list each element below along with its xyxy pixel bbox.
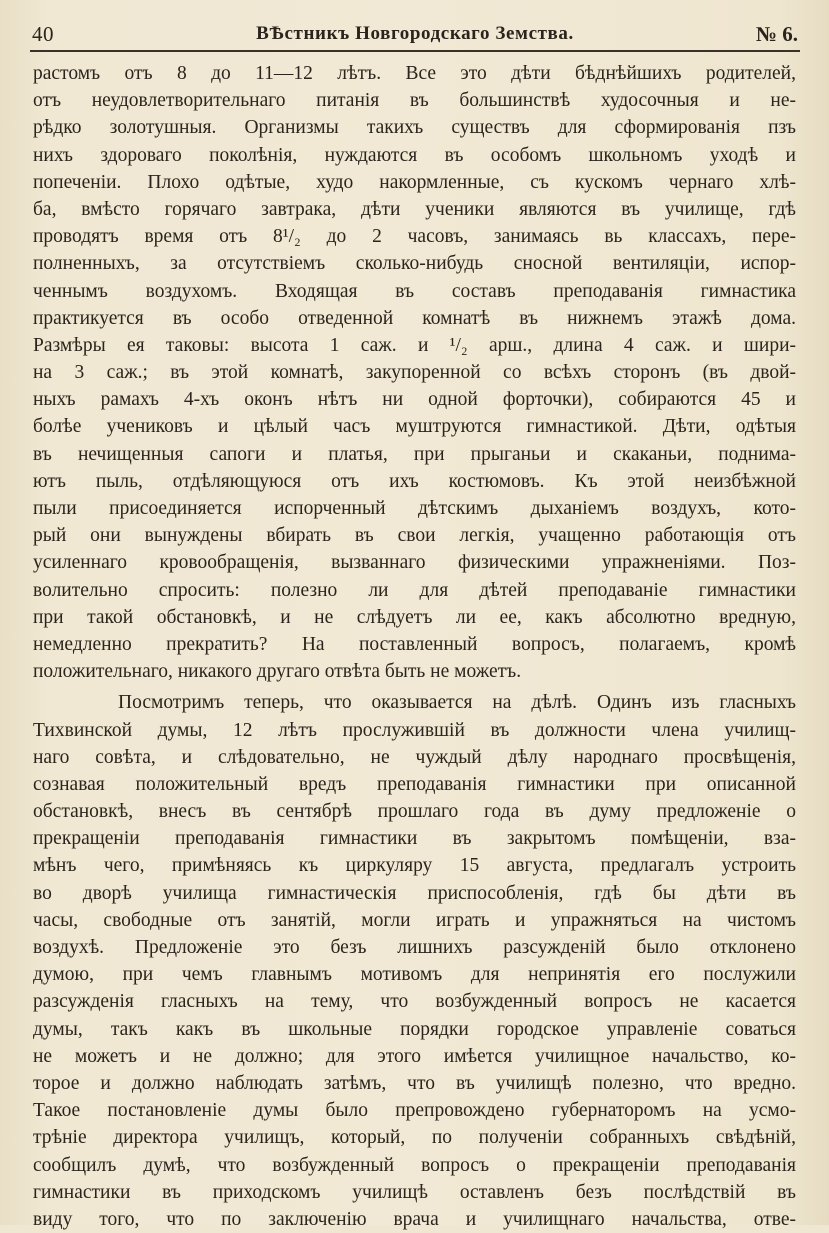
text-line: трѣніе директора училищъ, который, по полученіи собранныхъ свѣдѣній, (33, 1127, 796, 1149)
text-line: ченнымъ воздухомъ. Входящая въ составъ преподаванія гимнастика (33, 280, 796, 302)
text-line: думы, такъ какъ въ школьные порядки городское управленіе соваться (33, 1018, 796, 1040)
text-line: Размѣры ея таковы: высота 1 саж. и ¹/₂ арш., длина 4 саж. и шири- (33, 334, 796, 356)
paragraph-1 (33, 60, 796, 685)
text-line: на 3 саж.; въ этой комнатѣ, закупоренной со всѣхъ сторонъ (въ двой- (33, 362, 796, 384)
text-line: прекращеніи преподаванія гимнастики въ закрытомъ помѣщеніи, вза- (33, 828, 796, 850)
text-line: въ нечищенныя сапоги и платья, при прыганьи и скаканьи, поднима- (33, 443, 796, 465)
text-line: растомъ отъ 8 до 11—12 лѣтъ. Все это дѣти бѣднѣйшихъ родителей, (33, 63, 796, 84)
text-line: не можетъ и не должно; для этого имѣется училищное начальство, ко- (33, 1045, 796, 1067)
paragraph-2 (33, 689, 796, 1233)
text-line: сообщилъ думѣ, что возбужденный вопросъ о прекращеніи преподаванія (33, 1154, 796, 1176)
text-line: ныхъ рамахъ 4-хъ оконъ нѣтъ ни одной форточки), собираются 45 и (33, 389, 796, 411)
text-line: рый они вынуждены вбирать въ свои легкія, учащенно работающія отъ (33, 525, 796, 547)
text-line: гимнастики въ приходскомъ училищѣ оставленъ безъ послѣдствій въ (33, 1181, 796, 1203)
text-line: разсужденія гласныхъ на тему, что возбужденный вопросъ не касается (33, 991, 796, 1013)
text-line: торое и должно наблюдать затѣмъ, что въ училищѣ полезно, что вредно. (33, 1072, 796, 1094)
text-line: обстановкѣ, внесъ въ сентябрѣ прошлаго года въ думу предложеніе о (33, 801, 796, 823)
text-line: полненныхъ, за отсутствіемъ сколько-нибудь сносной вентиляціи, испор- (33, 253, 796, 275)
text-line: во дворѣ училища гимнастическія приспособленія, гдѣ бы дѣти въ (33, 882, 796, 904)
running-header (32, 20, 798, 50)
text-line: рѣдко золотушныя. Организмы такихъ существъ для сформированія пзъ (33, 117, 796, 139)
text-line: ютъ пыль, отдѣляющуюся отъ ихъ костюмовъ. Къ этой неизбѣжной (33, 470, 796, 492)
journal-title: ВѢстникъ Новгородскаго Земства. (256, 23, 574, 44)
text-line: попеченіи. Плохо одѣтые, худо накормленные, съ кускомъ чернаго хлѣ- (33, 171, 796, 193)
text-line: наго совѣта, и слѣдовательно, не чуждый дѣлу народнаго просвѣщенія, (33, 746, 796, 768)
text-line: воздухѣ. Предложеніе это безъ лишнихъ разсужденій было отклонено (33, 937, 796, 958)
text-line: усиленнаго кровообращенія, вызваннаго физическими упражненіями. Поз- (33, 552, 796, 574)
text-line: волительно спросить: полезно ли для дѣтей преподаваніе гимнастики (33, 579, 796, 601)
text-line: практикуется въ особо отведенной комнатѣ въ нижнемъ этажѣ дома. (33, 307, 796, 329)
text-line: сознавая положительный вредъ преподаванія гимнастики при описанной (33, 773, 796, 795)
text-line: думою, при чемъ главнымъ мотивомъ для непринятія его послужили (33, 964, 796, 986)
text-line: пыли присоединяется испорченный дѣтскимъ дыханіемъ воздухъ, кото- (33, 498, 796, 519)
text-line: ба, вмѣсто горячаго завтрака, дѣти ученики являются въ училище, гдѣ (33, 198, 796, 220)
text-line: мѣнъ чего, примѣняясь къ циркуляру 15 августа, предлагалъ устроить (33, 855, 796, 877)
text-line: проводятъ время отъ 8¹/₂ до 2 часовъ, занимаясь вь классахъ, пере- (33, 226, 796, 248)
text-line: Посмотримъ теперь, что оказывается на дѣлѣ. Одинъ изъ гласныхъ (118, 692, 796, 714)
article-body (33, 60, 796, 1233)
text-line: положительнаго, никакого другаго отвѣта быть не можетъ. (33, 661, 522, 683)
text-line: часы, свободные отъ занятій, могли играть и упражняться на чистомъ (33, 909, 796, 931)
text-line: Такое постановленіе думы было препровождено губернаторомъ на усмо- (33, 1100, 796, 1122)
text-line: отъ неудовлетворительнаго питанія въ большинствѣ худосочныя и не- (33, 90, 796, 112)
page-number: 40 (32, 22, 54, 46)
text-line: немедленно прекратить? На поставленный вопросъ, полагаемъ, кромѣ (33, 633, 796, 655)
issue-number: № 6. (755, 22, 798, 46)
header-rule (30, 50, 800, 52)
text-line: виду того, что по заключенію врача и училищнаго начальства, отве- (33, 1208, 796, 1230)
text-line: при такой обстановкѣ, и не слѣдуетъ ли ее, какъ абсолютно вредную, (33, 606, 796, 628)
text-line: Тихвинской думы, 12 лѣтъ прослужившій въ должности члена училищ- (33, 719, 796, 741)
text-line: болѣе учениковъ и цѣлый часъ муштруются гимнастикой. Дѣти, одѣтыя (33, 416, 796, 438)
text-line: нихъ здороваго поколѣнія, нуждаются въ особомъ школьномъ уходѣ и (33, 144, 796, 166)
